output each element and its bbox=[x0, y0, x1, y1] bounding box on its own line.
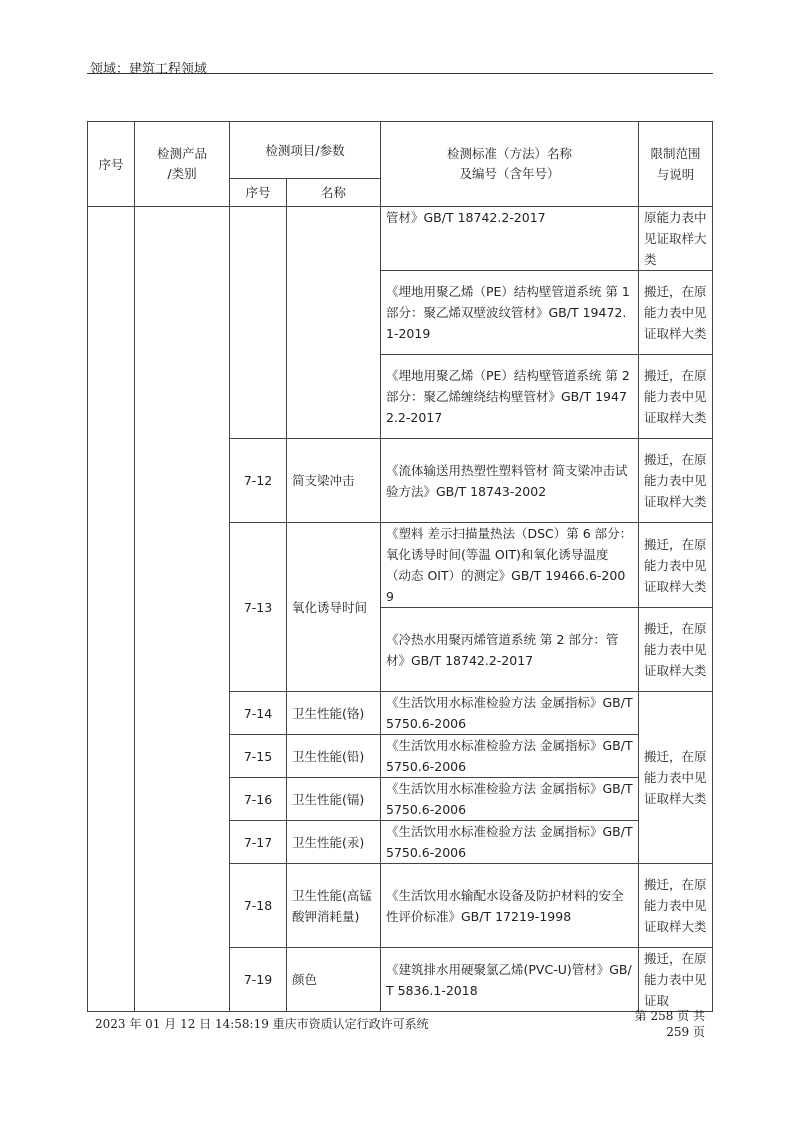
head-item-seq: 序号 bbox=[230, 179, 287, 207]
standard-cell: 管材》GB/T 18742.2-2017 bbox=[381, 207, 639, 271]
limit-cell: 搬迁，在原能力表中见证取样大类 bbox=[639, 523, 713, 608]
standard-cell: 《冷热水用聚丙烯管道系统 第 2 部分：管材》GB/T 18742.2-2017 bbox=[381, 608, 639, 692]
standard-cell: 《埋地用聚乙烯（PE）结构壁管道系统 第 2 部分：聚乙烯缠绕结构壁管材》GB/T 19472.2-2017 bbox=[381, 355, 639, 439]
item-code-7-17: 7-17 bbox=[230, 821, 287, 864]
header-domain-label: 领域：建筑工程领域 bbox=[90, 62, 208, 77]
item-name-cell bbox=[287, 207, 381, 439]
item-code-7-13: 7-13 bbox=[230, 523, 287, 692]
capability-table bbox=[87, 121, 713, 1012]
standard-cell: 《生活饮用水标准检验方法 金属指标》GB/T 5750.6-2006 bbox=[381, 778, 639, 821]
standard-cell: 《生活饮用水输配水设备及防护材料的安全性评价标准》GB/T 17219-1998 bbox=[381, 864, 639, 948]
head-standard: 检测标准（方法）名称 及编号（含年号） bbox=[381, 122, 639, 207]
item-name-7-18: 卫生性能(高锰酸钾消耗量) bbox=[287, 864, 381, 948]
standard-cell: 《生活饮用水标准检验方法 金属指标》GB/T 5750.6-2006 bbox=[381, 735, 639, 778]
standard-cell: 《塑料 差示扫描量热法（DSC）第 6 部分：氧化诱导时间(等温 OIT)和氧化诱导温度（动态 OIT）的测定》GB/T 19466.6-2009 bbox=[381, 523, 639, 608]
header-divider bbox=[87, 73, 713, 74]
limit-cell: 搬迁，在原能力表中见证取样大类 bbox=[639, 864, 713, 948]
limit-cell: 原能力表中见证取样大类 bbox=[639, 207, 713, 271]
standard-cell: 《埋地用聚乙烯（PE）结构壁管道系统 第 1 部分：聚乙烯双壁波纹管材》GB/T 19472.1-2019 bbox=[381, 271, 639, 355]
limit-cell: 搬迁，在原能力表中见证取 bbox=[639, 948, 713, 1012]
limit-cell: 搬迁，在原能力表中见证取样大类 bbox=[639, 439, 713, 523]
limit-cell: 搬迁，在原能力表中见证取样大类 bbox=[639, 271, 713, 355]
footer-timestamp-system: 2023 年 01 月 12 日 14:58:19 重庆市资质认定行政许可系统 bbox=[95, 1017, 429, 1031]
item-code-7-15: 7-15 bbox=[230, 735, 287, 778]
seq-cell-empty bbox=[88, 207, 135, 1012]
item-name-7-19: 颜色 bbox=[287, 948, 381, 1012]
limit-cell: 搬迁，在原能力表中见证取样大类 bbox=[639, 608, 713, 692]
head-product: 检测产品 /类别 bbox=[135, 122, 230, 207]
head-limit: 限制范围 与说明 bbox=[639, 122, 713, 207]
standard-cell: 《生活饮用水标准检验方法 金属指标》GB/T 5750.6-2006 bbox=[381, 821, 639, 864]
product-cell-empty bbox=[135, 207, 230, 1012]
item-seq-cell bbox=[230, 207, 287, 439]
head-item-param: 检测项目/参数 bbox=[230, 122, 381, 179]
head-item-name: 名称 bbox=[287, 179, 381, 207]
item-code-7-14: 7-14 bbox=[230, 692, 287, 735]
item-name-7-13: 氧化诱导时间 bbox=[287, 523, 381, 692]
item-code-7-18: 7-18 bbox=[230, 864, 287, 948]
item-name-7-16: 卫生性能(镉) bbox=[287, 778, 381, 821]
standard-cell: 《生活饮用水标准检验方法 金属指标》GB/T 5750.6-2006 bbox=[381, 692, 639, 735]
item-name-7-17: 卫生性能(汞) bbox=[287, 821, 381, 864]
standard-cell: 《建筑排水用硬聚氯乙烯(PVC-U)管材》GB/T 5836.1-2018 bbox=[381, 948, 639, 1012]
footer-page-info: 第 258 页 共 259 页 bbox=[634, 1009, 705, 1039]
item-code-7-12: 7-12 bbox=[230, 439, 287, 523]
item-code-7-16: 7-16 bbox=[230, 778, 287, 821]
item-code-7-19: 7-19 bbox=[230, 948, 287, 1012]
item-name-7-14: 卫生性能(铬) bbox=[287, 692, 381, 735]
item-name-7-15: 卫生性能(铅) bbox=[287, 735, 381, 778]
limit-cell-merged: 搬迁，在原能力表中见证取样大类 bbox=[639, 692, 713, 864]
item-name-7-12: 简支梁冲击 bbox=[287, 439, 381, 523]
head-seq: 序号 bbox=[88, 122, 135, 207]
limit-cell: 搬迁，在原能力表中见证取样大类 bbox=[639, 355, 713, 439]
standard-cell: 《流体输送用热塑性塑料管材 简支梁冲击试验方法》GB/T 18743-2002 bbox=[381, 439, 639, 523]
